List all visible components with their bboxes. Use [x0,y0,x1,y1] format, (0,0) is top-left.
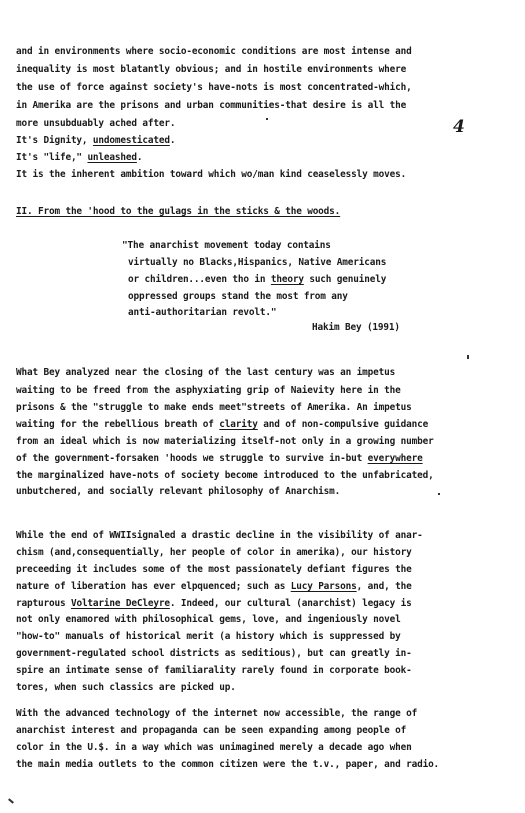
text-line: the marginalized have-nots of society become introduced to the unfabricated, [16,470,434,481]
text-line: from an ideal which is now materializing itself-not only in a growing number [16,436,434,447]
text-line: It is the inherent ambition toward which wo/man kind ceaselessly moves. [16,169,407,180]
underlined-word: Lucy Parsons [290,581,357,592]
scan-speck [266,118,268,120]
quote-line: or children...even tho in theory such genuinely [128,274,387,285]
life-line: It's "life," unleashed. [16,152,143,163]
text-line: inequality is most blatantly obvious; and in hostile environments where [16,64,407,75]
text-line: unbutchered, and socially relevant philosophy of Anarchism. [16,486,341,497]
text-line: nature of liberation has ever elpquenced; such as Lucy Parsons, and, the [16,581,412,592]
text-line: in Amerika are the prisons and urban communities-that desire is all the [16,100,407,111]
underlined-word: theory [270,274,304,285]
quote-attribution: Hakim Bey (1991) [312,322,400,333]
underlined-word: clarity [219,419,258,430]
text-line: prisons & the "struggle to make ends meet"streets of Amerika. An impetus [16,402,412,413]
text-line: the use of force against society's have-nots is most concentrated-which, [16,82,412,93]
underlined-word: everywhere [367,453,423,464]
text-line: What Bey analyzed near the closing of the last century was an impetus [16,367,396,378]
scan-corner-mark [8,798,14,803]
underlined-word: unleashed [87,152,137,163]
text-line: and in environments where socio-economic conditions are most intense and [16,46,412,57]
dignity-line: It's Dignity, undomesticated. [16,135,176,146]
text-line: While the end of WWIIsignaled a drastic decline in the visibility of anar- [16,530,423,541]
quote-line: virtually no Blacks,Hispanics, Native Americans [128,257,387,268]
text-line: "how-to" manuals of historical merit (a history which is suppressed by [16,631,401,642]
underlined-word: Voltarine DeCleyre [70,598,170,609]
quote-line: "The anarchist movement today contains [122,240,331,251]
quote-line: oppressed groups stand the most from any [128,291,348,302]
text-line: chism (and,consequentially, her people of color in amerika), our history [16,547,412,558]
text-line: not only enamored with philosophical gems, love, and ingeniously novel [16,614,401,625]
text-line: waiting to be freed from the asphyxiating grip of Naievity here in the [16,385,401,396]
text-line: more unsubduably ached after. [16,118,176,129]
text-line: the main media outlets to the common citizen were the t.v., paper, and radio. [16,759,440,770]
page-number: 4 [453,117,465,137]
scan-speck [438,493,440,495]
scan-speck [467,355,469,359]
text-line: preceeding it includes some of the most passionately defiant figures the [16,564,412,575]
text-line: anarchist interest and propaganda can be seen expanding among people of [16,725,407,736]
text-line: color in the U.$. in a way which was unimagined merely a decade ago when [16,742,412,753]
quote-line: anti-authoritarian revolt." [128,307,277,318]
text-line: With the advanced technology of the internet now accessible, the range of [16,708,418,719]
text-line: rapturous Voltarine DeCleyre. Indeed, our cultural (anarchist) legacy is [16,598,412,609]
text-line: of the government-forsaken 'hoods we struggle to survive in-but everywhere [16,453,423,464]
text-line: government-regulated school districts as seditious), but can greatly in- [16,648,412,659]
text-line: tores, when such classics are picked up. [16,682,236,693]
text-line: spire an intimate sense of familiarality rarely found in corporate book- [16,665,412,676]
underlined-word: undomesticated [92,135,170,146]
text-line: waiting for the rebellious breath of clarity and of non-compulsive guidance [16,419,429,430]
section-heading: II. From the 'hood to the gulags in the sticks & the woods. [16,206,341,217]
